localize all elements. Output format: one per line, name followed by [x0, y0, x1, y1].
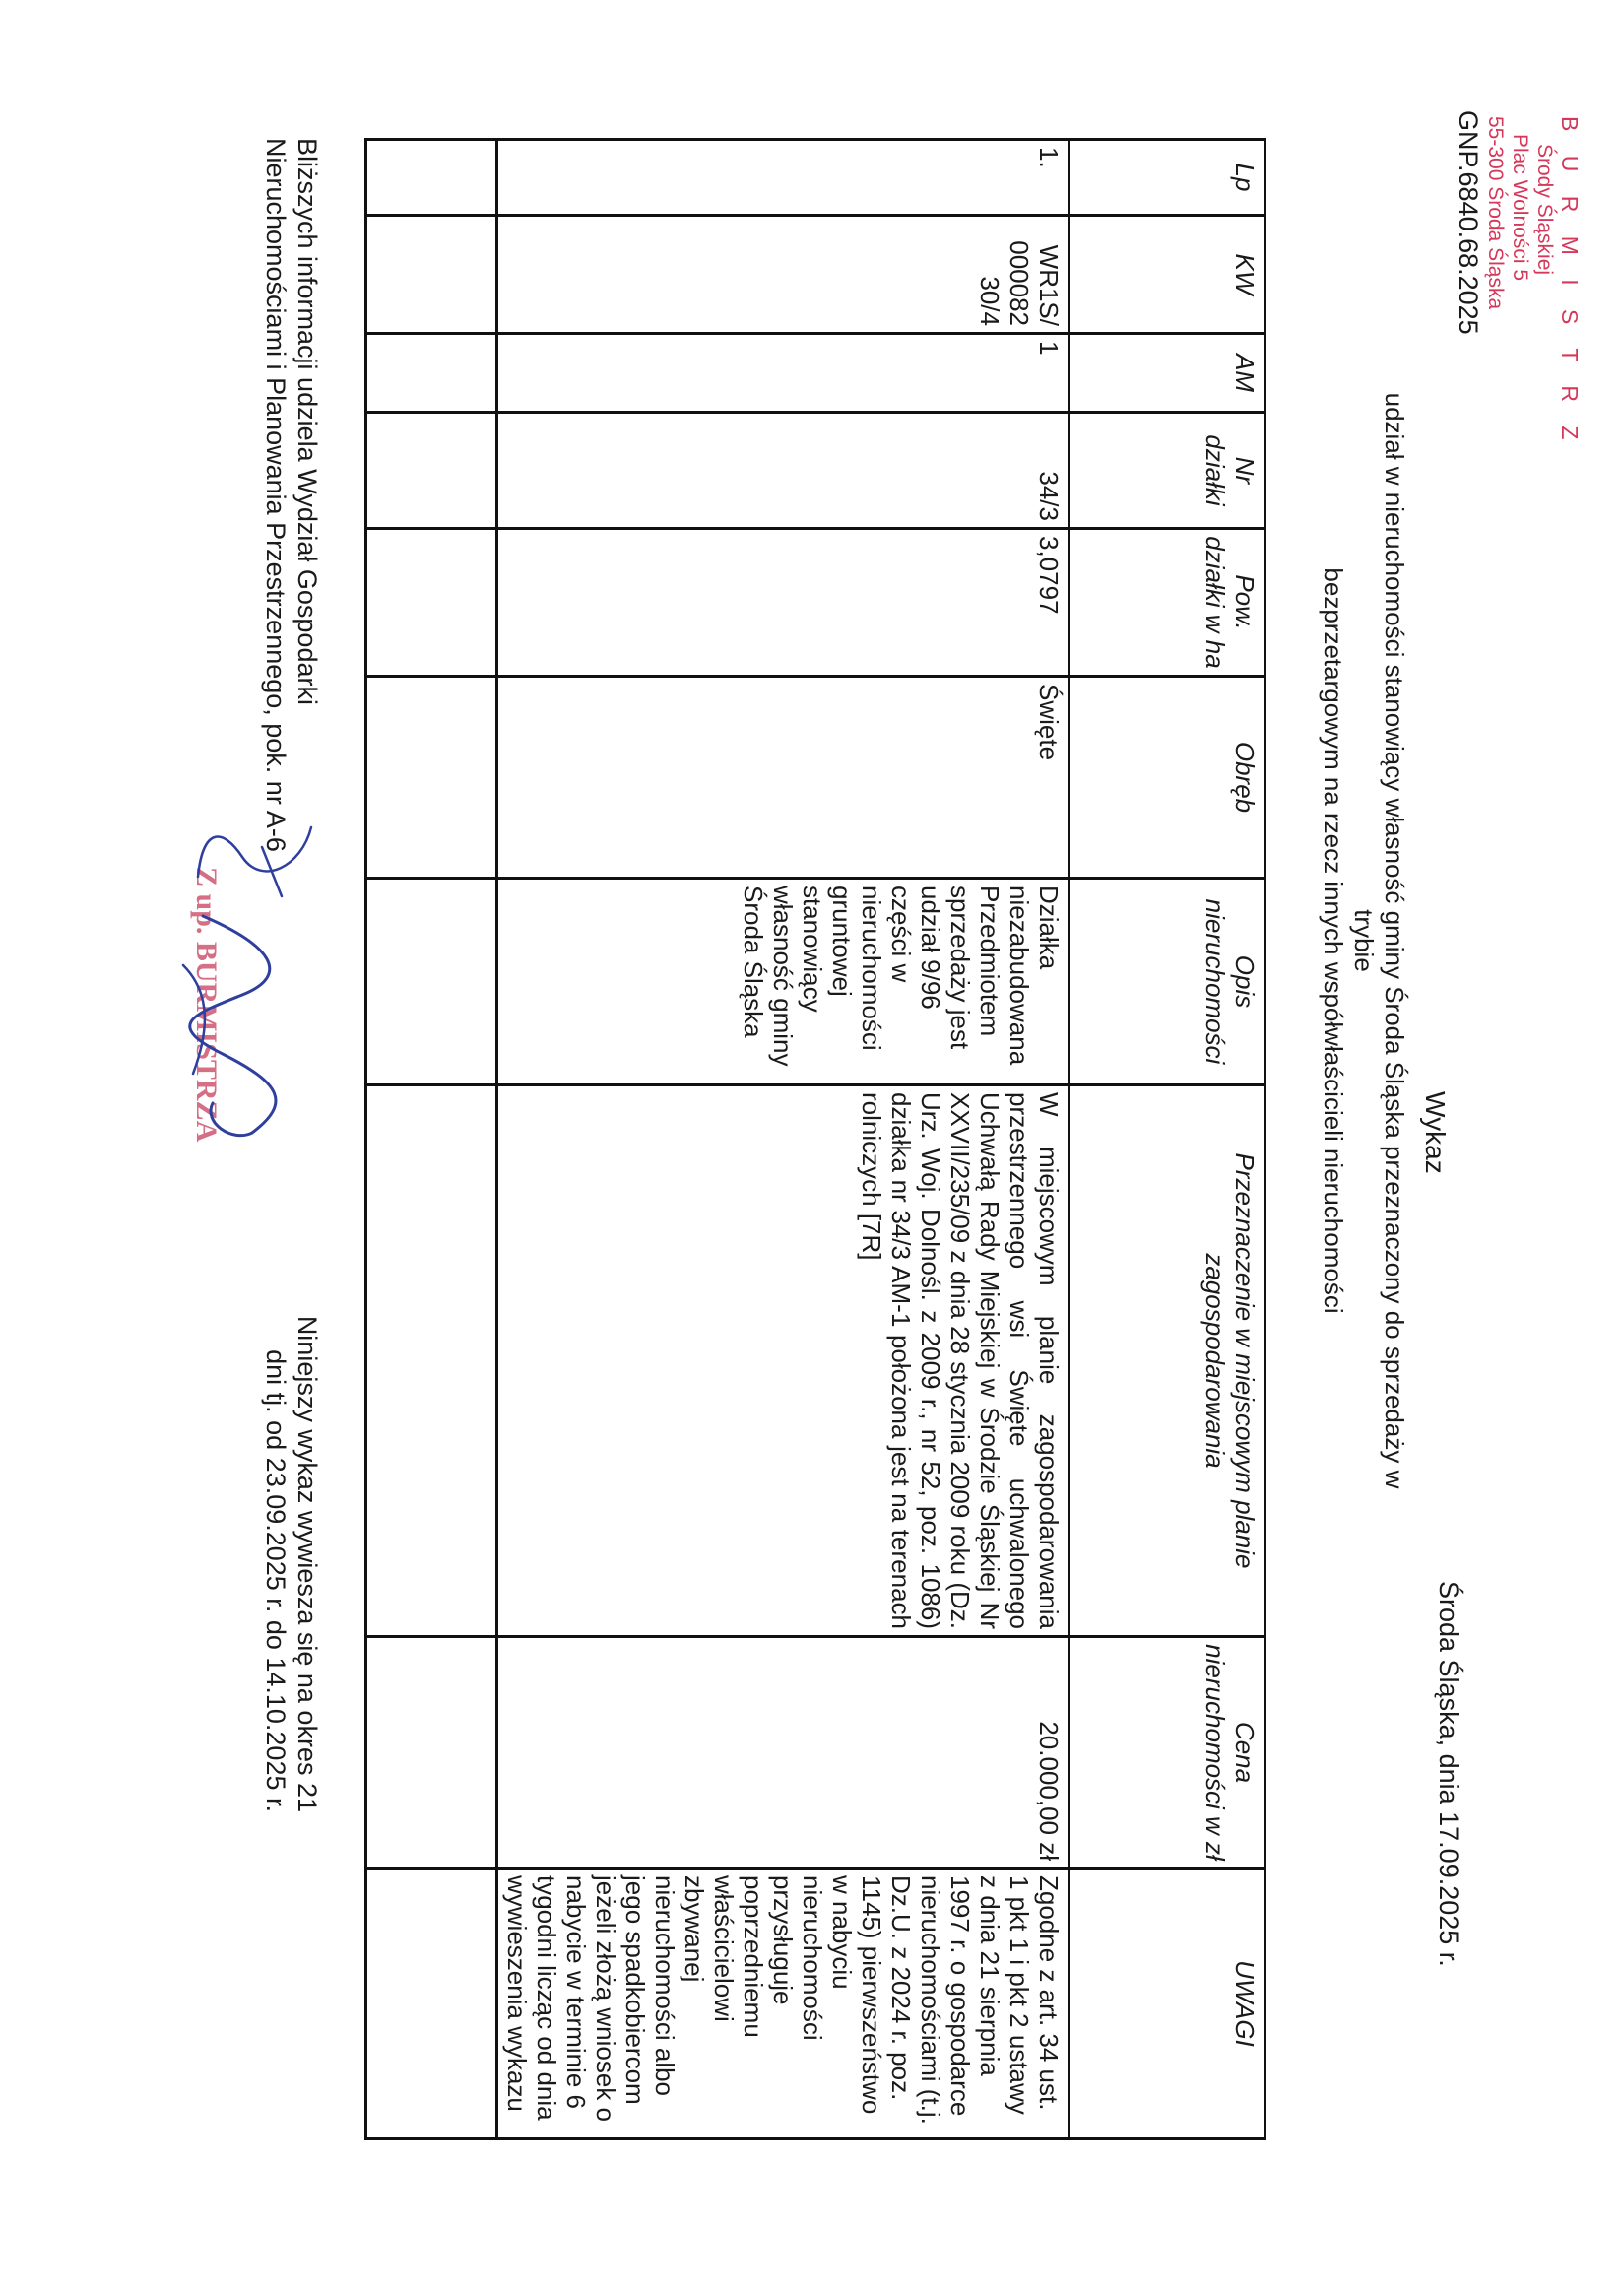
column-header: UWAGI: [1070, 1869, 1265, 2139]
cell-opis: Działka niezabudowana Przedmiotem sprzedaży jest udział 9/96 części w nieruchomości gruntowej stanowiący własność gminy Środa Śląska: [497, 879, 1070, 1085]
column-header: Pow. działki w ha: [1070, 529, 1265, 677]
display-period-notice: Niniejszy wykaz wywiesza się na okres 21 dni tj. od 23.09.2025 r. do 14.10.2025 r.: [261, 1315, 322, 1812]
cell-uwagi: Zgodne z art. 34 ust. 1 pkt 1 i pkt 2 ustawy z dnia 21 sierpnia 1997 r. o gospodarce nieruchomościami (t.j. Dz.U. z 2024 r. poz. 1145) pierwszeństwo w nabyciu nieruchomości przysługuje poprzedniemu właścicielowi zbywanej nieruchomości albo jego spadkobiercom jeżeli złożą wniosek o nabycie w terminie 6 tygodni licząc od dnia wywieszenia wykazu: [497, 1869, 1070, 2139]
column-header: Cena nieruchomości w zł: [1070, 1637, 1265, 1869]
signature-block: [0, 867, 223, 1241]
cell-cena: 20.000,00 zł: [497, 1637, 1070, 1869]
document-subtitle: [1318, 374, 1409, 1507]
cell-pow: 3,0797: [497, 529, 1070, 677]
cell-przeznaczenie: W miejscowym planie zagospodarowania przestrzennego wsi Święte uchwalonego Uchwałą Rady Miejskiej w Środzie Śląskiej Nr XXVII/235/09 z dnia 28 stycznia 2009 roku (Dz. Urz. Woj. Dolnośl. z 2009 r., nr 52, poz. 1086) działka nr 34/3 AM-1 położona jest na terenach rolniczych [7R]: [497, 1085, 1070, 1637]
column-header: Opis nieruchomości: [1070, 879, 1265, 1085]
cell-am: 1: [497, 334, 1070, 413]
mayor-stamp: [1483, 116, 1582, 530]
stamp-line: Środy Śląskiej: [1533, 144, 1556, 276]
cell-kw: WR1S/ 000082 30/4: [497, 216, 1070, 334]
signature-stamp: Z up. BURMISTRZA: [190, 867, 223, 1143]
column-header: Obręb: [1070, 677, 1265, 879]
reference-number: GNP.6840.68.2025: [1454, 110, 1483, 335]
table-header-row: [1070, 140, 1265, 2139]
document-title: Wykaz: [1420, 1091, 1451, 1174]
column-header: Lp: [1070, 140, 1265, 216]
column-header: Nr działki: [1070, 413, 1265, 529]
column-header: Przeznaczenie w miejscowym planie zagospodarowania: [1070, 1085, 1265, 1637]
cell-nr-dzialki: 34/3: [497, 413, 1070, 529]
stamp-line: Plac Wolności 5: [1509, 134, 1531, 282]
handwritten-signature-icon: [114, 906, 331, 1162]
column-header: AM: [1070, 334, 1265, 413]
property-table: [364, 138, 1266, 2140]
info-footer: Bliższych informacji udziela Wydział Gospodarki Nieruchomościami i Planowania Przestrzennego, pok. nr A-6: [261, 138, 322, 852]
cell-lp: 1.: [497, 140, 1070, 216]
stamp-line: 55-300 Środa Śląska: [1484, 116, 1507, 310]
stamp-line: B U R M I S T R Z: [1557, 116, 1583, 449]
place-date: Środa Śląska, dnia 17.09.2025 r.: [1434, 1581, 1463, 1967]
table-row-empty: [366, 140, 497, 2139]
initials-signature-icon: [193, 808, 321, 916]
cell-obreb: Święte: [497, 677, 1070, 879]
subtitle-line: udział w nieruchomości stanowiący własność gminy Środa Śląska przeznaczony do sprzedaży w trybie: [1349, 392, 1409, 1489]
column-header: KW: [1070, 216, 1265, 334]
subtitle-line: bezprzetargowym na rzecz innych współwłaścicieli nieruchomości: [1319, 567, 1348, 1314]
table-row: [497, 140, 1070, 2139]
